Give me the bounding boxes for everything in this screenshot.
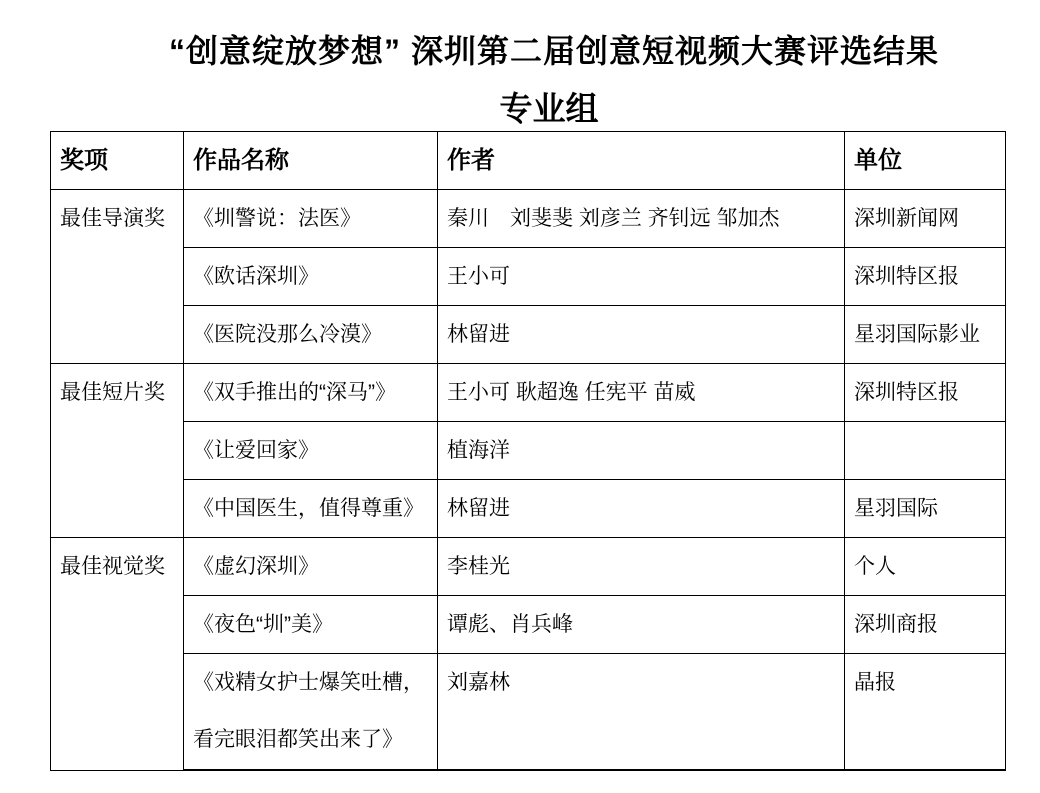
work-cell: 《夜色“圳”美》: [184, 596, 438, 654]
header-row: [51, 132, 1006, 190]
work-cell: 《欧话深圳》: [184, 248, 438, 306]
unit-cell: 深圳新闻网: [845, 190, 1006, 248]
header-cell-work: 作品名称: [184, 132, 438, 190]
authors-cell: 植海洋: [438, 422, 845, 480]
authors-cell: 秦川 刘斐斐 刘彦兰 齐钊远 邹加杰: [438, 190, 845, 248]
page-title: “创意绽放梦想” 深圳第二届创意短视频大赛评选结果: [169, 33, 939, 69]
table-row: [51, 306, 1006, 364]
unit-cell: 星羽国际: [845, 480, 1006, 538]
work-cell: 《戏精女护士爆笑吐槽，看完眼泪都笑出来了》: [184, 654, 438, 771]
work-cell: 《医院没那么冷漠》: [184, 306, 438, 364]
table-row: [51, 596, 1006, 654]
unit-cell: 个人: [845, 538, 1006, 596]
table-row: [51, 480, 1006, 538]
table-row: [51, 422, 1006, 480]
header-cell-authors: 作者: [438, 132, 845, 190]
unit-cell: 深圳特区报: [845, 248, 1006, 306]
results-table: [50, 131, 1006, 771]
header-cell-unit: 单位: [845, 132, 1006, 190]
authors-cell: 王小可: [438, 248, 845, 306]
award-cell: 最佳视觉奖: [51, 538, 184, 771]
award-cell: 最佳短片奖: [51, 364, 184, 538]
work-cell: 《虚幻深圳》: [184, 538, 438, 596]
authors-cell: 刘嘉林: [438, 654, 845, 771]
authors-cell: 李桂光: [438, 538, 845, 596]
page-subtitle: 专业组: [499, 90, 599, 127]
work-cell: 《中国医生，值得尊重》: [184, 480, 438, 538]
authors-cell: 王小可 耿超逸 任宪平 苗威: [438, 364, 845, 422]
table-row: [51, 190, 1006, 248]
unit-cell: 晶报: [845, 654, 1006, 771]
authors-cell: 谭彪、肖兵峰: [438, 596, 845, 654]
award-cell: 最佳导演奖: [51, 190, 184, 364]
unit-cell: [845, 422, 1006, 480]
table-row: [51, 654, 1006, 771]
work-cell: 《让爱回家》: [184, 422, 438, 480]
table-row: [51, 364, 1006, 422]
header-cell-award: 奖项: [51, 132, 184, 190]
unit-cell: 星羽国际影业: [845, 306, 1006, 364]
authors-cell: 林留进: [438, 480, 845, 538]
work-cell: 《双手推出的“深马”》: [184, 364, 438, 422]
work-cell: 《圳警说：法医》: [184, 190, 438, 248]
unit-cell: 深圳特区报: [845, 364, 1006, 422]
table-row: [51, 248, 1006, 306]
unit-cell: 深圳商报: [845, 596, 1006, 654]
table-row: [51, 538, 1006, 596]
authors-cell: 林留进: [438, 306, 845, 364]
